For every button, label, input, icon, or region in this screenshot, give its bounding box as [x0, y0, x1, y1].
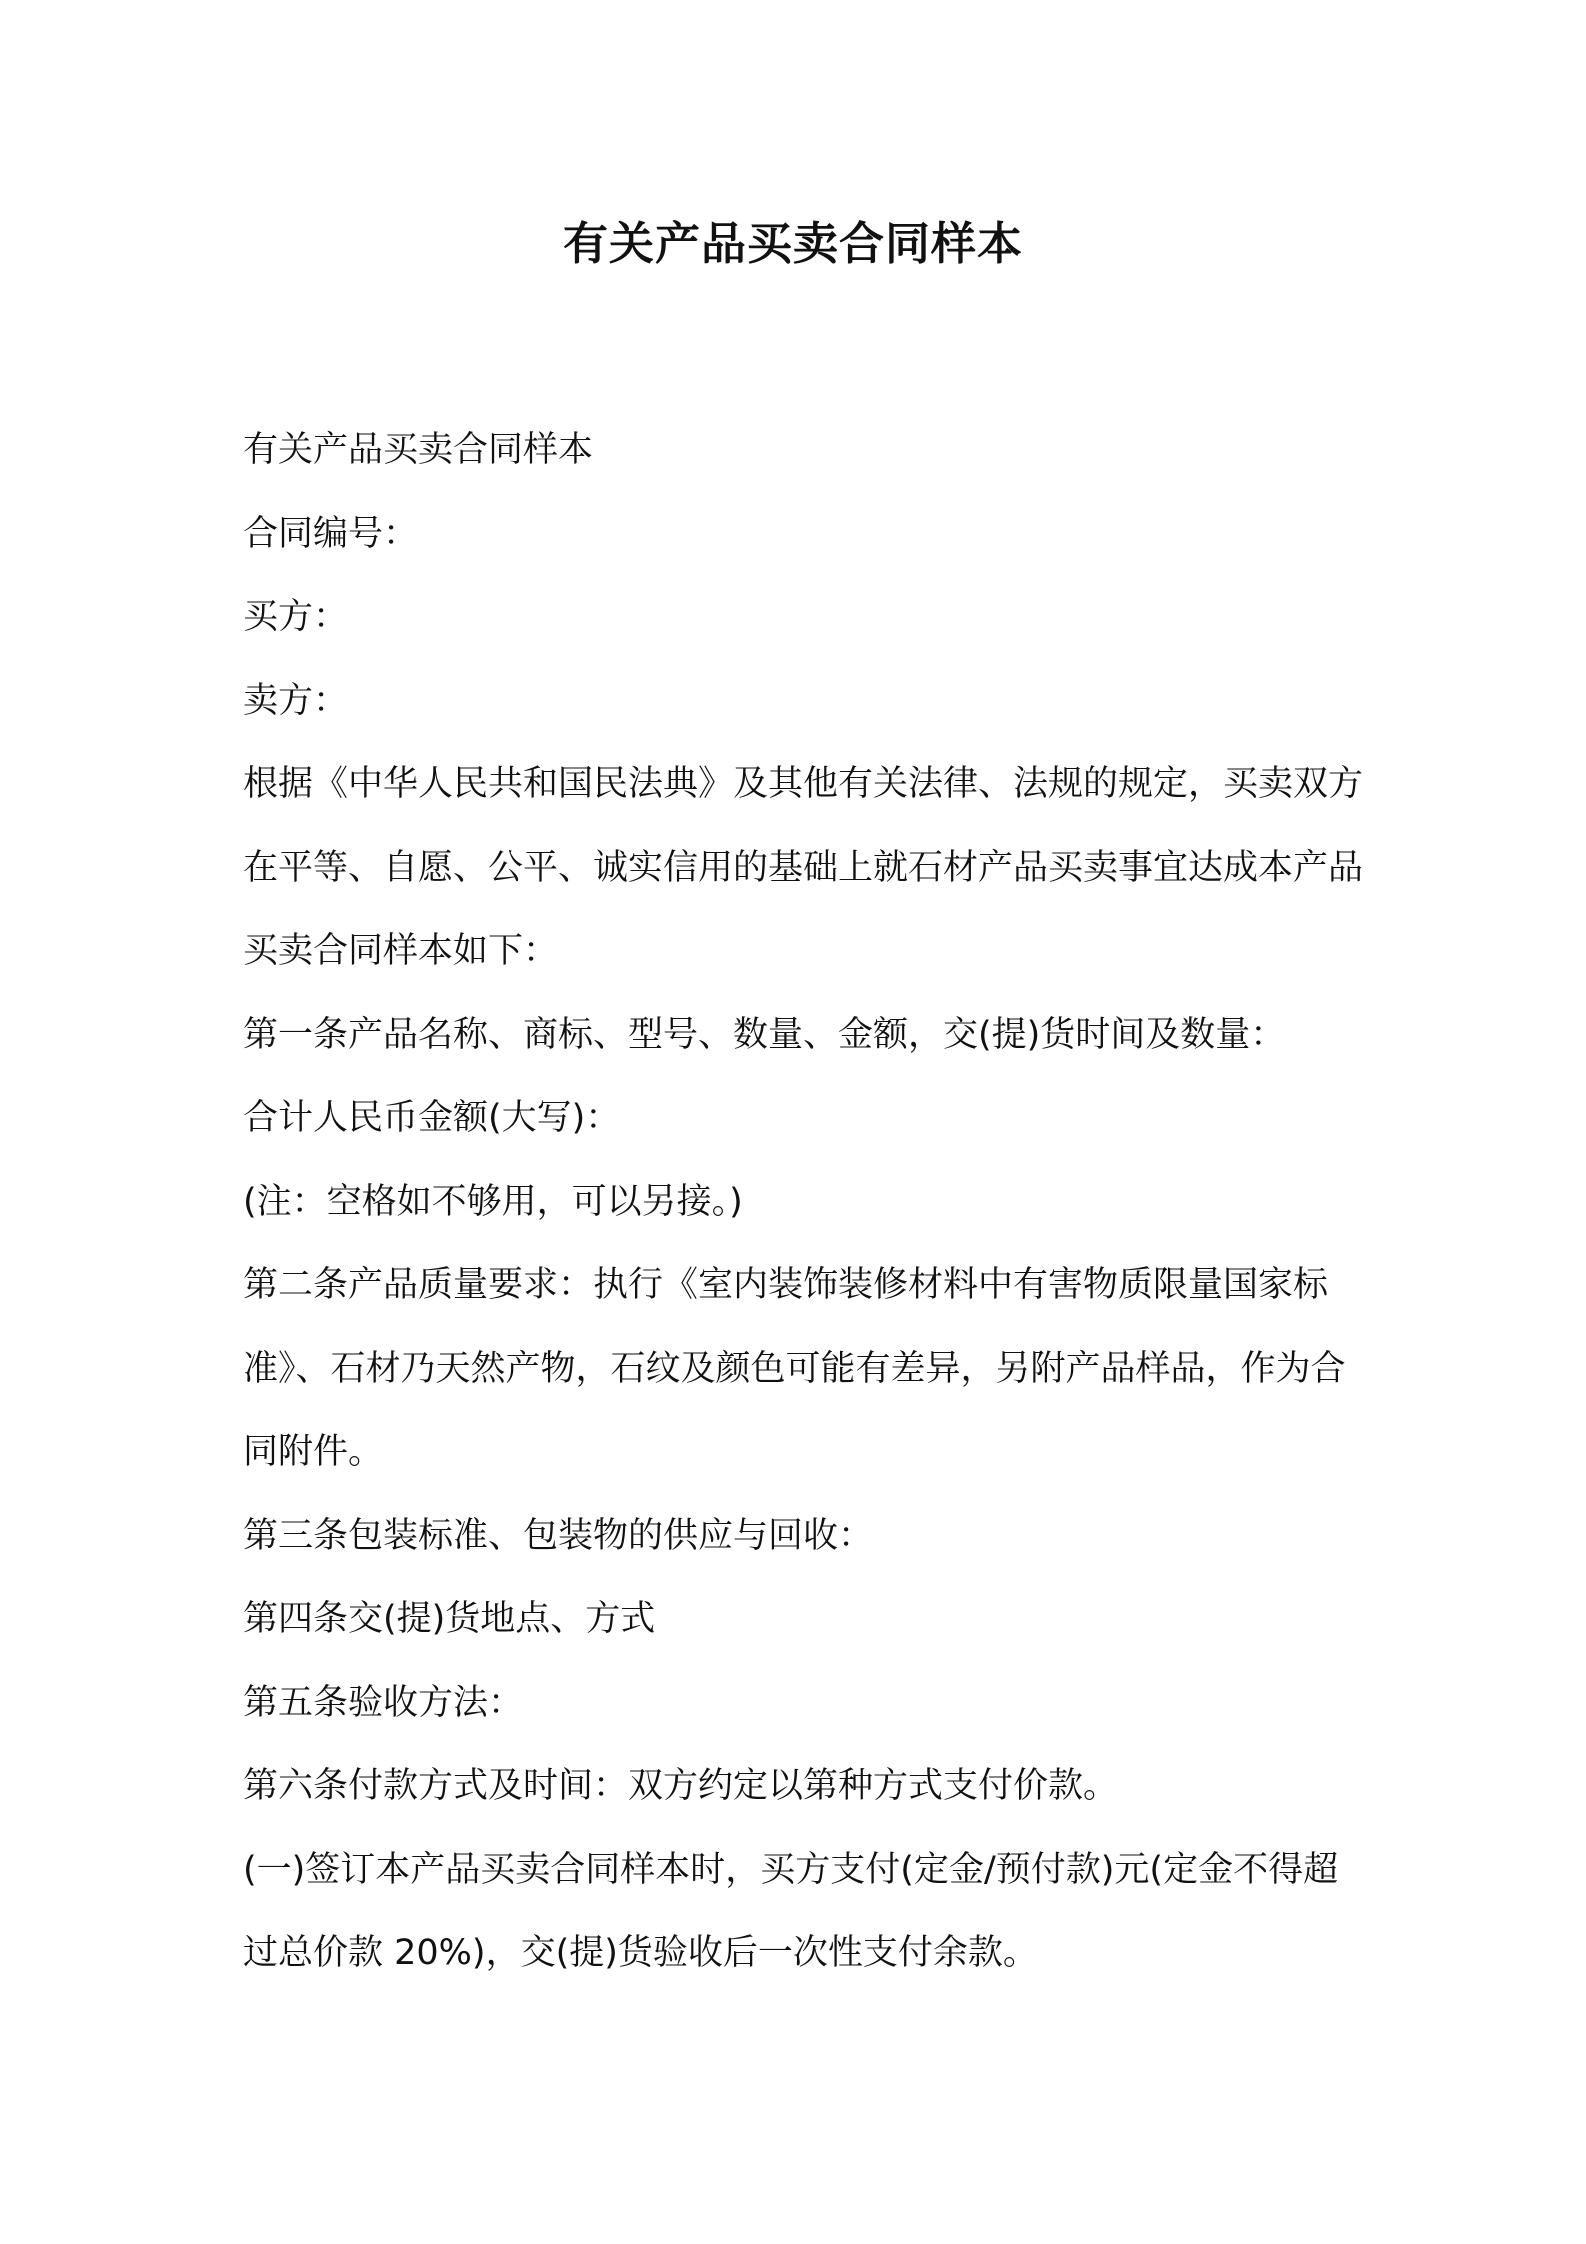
- paragraph-seller: 卖方：: [243, 680, 349, 721]
- document-title: 有关产品买卖合同样本: [562, 217, 1023, 270]
- paragraph-article-5: 第五条验收方法：: [243, 1682, 524, 1723]
- paragraph-article-4: 第四条交(提)货地点、方式: [243, 1599, 656, 1639]
- paragraph-article-2: 第二条产品质量要求：执行《室内装饰装修材料中有害物质限量国家标准》、石材乃天然产物，石纹及颜色可能有差异，另附产品样品，作为合同附件。: [243, 1265, 1346, 1472]
- paragraph-heading: 有关产品买卖合同样本: [243, 430, 594, 470]
- paragraph-article-3: 第三条包装标准、包装物的供应与回收：: [243, 1515, 874, 1556]
- paragraph-buyer: 买方：: [243, 597, 349, 637]
- paragraph-article-1: 第一条产品名称、商标、型号、数量、金额，交(提)货时间及数量：: [243, 1014, 1286, 1055]
- document-body: [243, 409, 1363, 1996]
- paragraph-note: (注：空格如不够用，可以另接。): [243, 1181, 743, 1222]
- paragraph-preamble: 根据《中华人民共和国民法典》及其他有关法律、法规的规定，买卖双方在平等、自愿、公平、诚实信用的基础上就石材产品买卖事宜达成本产品买卖合同样本如下：: [243, 764, 1364, 971]
- paragraph-article-6: 第六条付款方式及时间：双方约定以第种方式支付价款。: [243, 1766, 1119, 1806]
- paragraph-article-6-item-1: (一)签订本产品买卖合同样本时，买方支付(定金/预付款)元(定金不得超过总价款 20%)，交(提)货验收后一次性支付余款。: [243, 1849, 1339, 1973]
- paragraph-contract-number: 合同编号：: [243, 513, 419, 554]
- paragraph-total-amount: 合计人民币金额(大写)：: [243, 1098, 621, 1138]
